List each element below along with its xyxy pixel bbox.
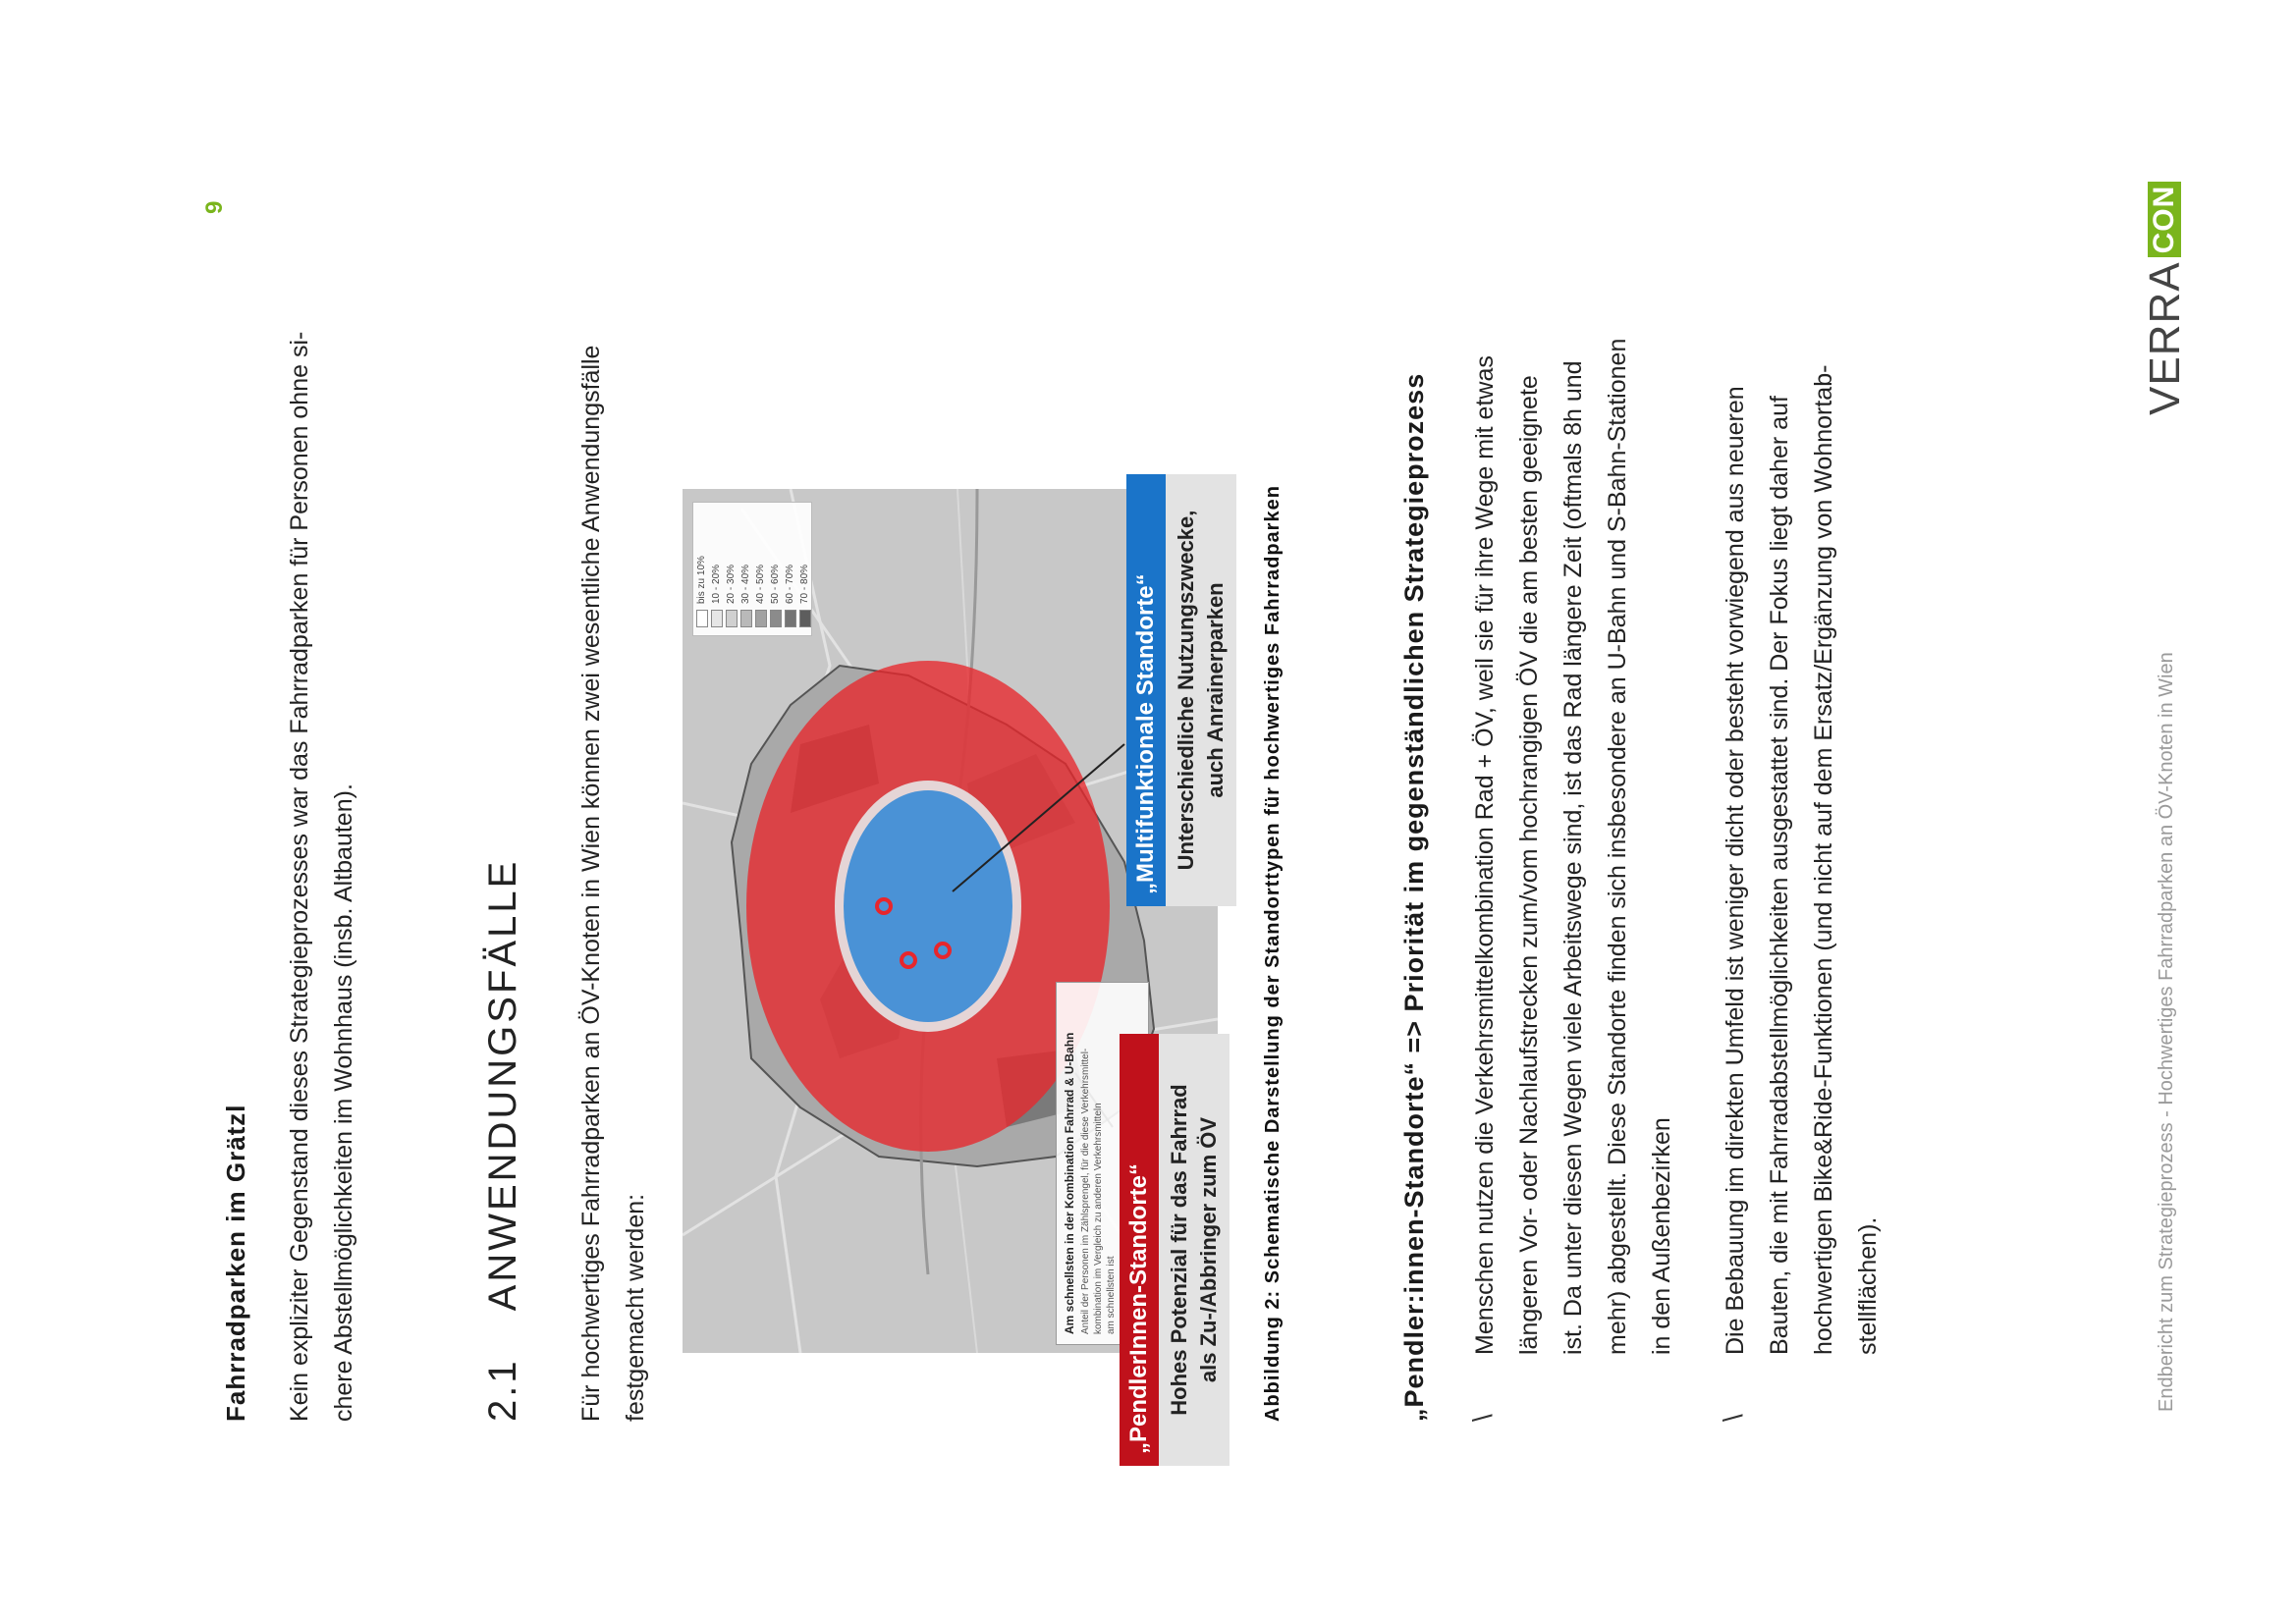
bullet-line: Die Bebauung im direkten Umfeld ist weniger dicht oder besteht vorwiegend aus neueren [1722,386,1749,1355]
callout-commuter-sites [1120,1034,1230,1466]
heading-graetzl: Fahrradparken im Grätzl [221,1104,250,1422]
callout-blue-line-2: auch Anrainerparken [1203,582,1228,798]
legend-item [739,511,752,627]
bullet-mark: \ [1467,1414,1498,1422]
legend-item [769,511,782,627]
legend-swatch [799,610,811,627]
legend-label: 20 - 30% [726,564,737,604]
legend-label: bis zu 10% [696,556,707,604]
section-title: ANWENDUNGSFÄLLE [481,858,524,1312]
callout-multifunctional-sites [1126,474,1236,906]
legend-swatch [696,610,708,627]
figure-caption: Abbildung 2: Schematische Darstellung der Standorttypen für hochwertiges Fahrradparken [1262,485,1284,1422]
logo-verra: VERRA [2141,261,2189,415]
legend-swatch [726,610,738,627]
legend-swatch [755,610,767,627]
legend-swatch [785,610,796,627]
footer-text: Endbericht zum Strategieprozess - Hochwertiges Fahrradparken an ÖV-Knoten in Wien [2156,652,2177,1412]
callout-red-line-2: als Zu-/Abbringer zum ÖV [1196,1116,1221,1383]
legend-swatch [711,610,723,627]
bullet-line: mehr) abgestellt. Diese Standorte finden sich insbesondere an U-Bahn und S-Bahn-Stationen [1604,338,1631,1355]
legend-item [784,511,796,627]
standorttypen-figure [683,489,1228,1454]
bullet-line: stellflächen). [1854,1216,1882,1355]
legend-swatch [740,610,752,627]
callout-blue-line-1: Unterschiedliche Nutzungszwecke, [1174,510,1198,871]
legend-item [754,511,767,627]
legend-label: 60 - 70% [785,564,795,604]
callout-red-body [1159,1034,1230,1466]
inner-core-multifunctional-zone [844,790,1012,1022]
callout-blue-title: „Multifunktionale Standorte“ [1126,474,1166,906]
legend-item [798,511,811,627]
page-number: 9 [201,200,228,214]
legend-item [695,511,708,627]
bullet-line: längeren Vor- oder Nachlaufstrecken zum/vom hochrangigen ÖV die am besten geeignete [1515,375,1543,1355]
legend-item [725,511,738,627]
legend-label: 50 - 60% [770,564,781,604]
legend-label: 30 - 40% [740,564,751,604]
callout-red-line-1: Hohes Potenzial für das Fahrrad [1167,1084,1191,1416]
bullet-line: ist. Da unter diesen Wegen viele Arbeitswege sind, ist das Rad längere Zeit (oftmals 8h und [1559,360,1587,1355]
section-number: 2.1 [481,1358,524,1422]
verracon-logo [2141,182,2190,415]
bullet-line: hochwertigen Bike&Ride-Funktionen (und nicht auf dem Ersatz/Ergänzung von Wohnortab- [1810,364,1837,1355]
map-legend [692,502,812,636]
legend-label: 70 - 80% [799,564,810,604]
subheading-commuter: „Pendler:innen-Standorte“ => Priorität im gegenständlichen Strategieprozess [1399,372,1429,1422]
info-title: Am schnellsten in der Kombination Fahrrad & U-Bahn [1063,1032,1076,1334]
bullet-text [1714,365,1890,1355]
intro-line-2: festgemacht werden: [622,1193,649,1422]
bullet-line: Bauten, die mit Fahrradabstellmöglichkeiten ausgestattet sind. Der Fokus liegt daher auf [1766,396,1793,1355]
legend-item [710,511,723,627]
bullet-mark: \ [1718,1414,1748,1422]
legend-label: 10 - 20% [711,564,722,604]
bullet-text [1463,339,1684,1355]
section-heading [481,859,525,1422]
bullet-line: Menschen nutzen die Verkehrsmittelkombination Rad + ÖV, weil sie für ihre Wege mit etwas [1471,355,1499,1355]
info-line: am schnellsten ist [1106,1256,1117,1334]
legend-label: 40 - 50% [755,564,766,604]
bullet-line: in den Außenbezirken [1648,1117,1675,1355]
graetzl-text-line-1: Kein expliziter Gegenstand dieses Strategieprozesses war das Fahrradparken für Personen ohne si- [286,331,313,1422]
callout-blue-body [1166,474,1236,906]
callout-red-title: „PendlerInnen-Standorte“ [1120,1034,1159,1466]
legend-swatch [770,610,782,627]
info-line: kombination im Vergleich zu anderen Verkehrsmitteln [1093,1103,1104,1334]
intro-line-1: Für hochwertiges Fahrradparken an ÖV-Knoten in Wien können zwei wesentliche Anwendungsfälle [577,345,605,1422]
logo-con: CON [2148,182,2181,258]
graetzl-text-line-2: chere Abstellmöglichkeiten im Wohnhaus (insb. Altbauten). [330,783,357,1422]
info-line: Anteil der Personen im Zählsprengel, für die diese Verkehrsmittel- [1080,1048,1091,1334]
